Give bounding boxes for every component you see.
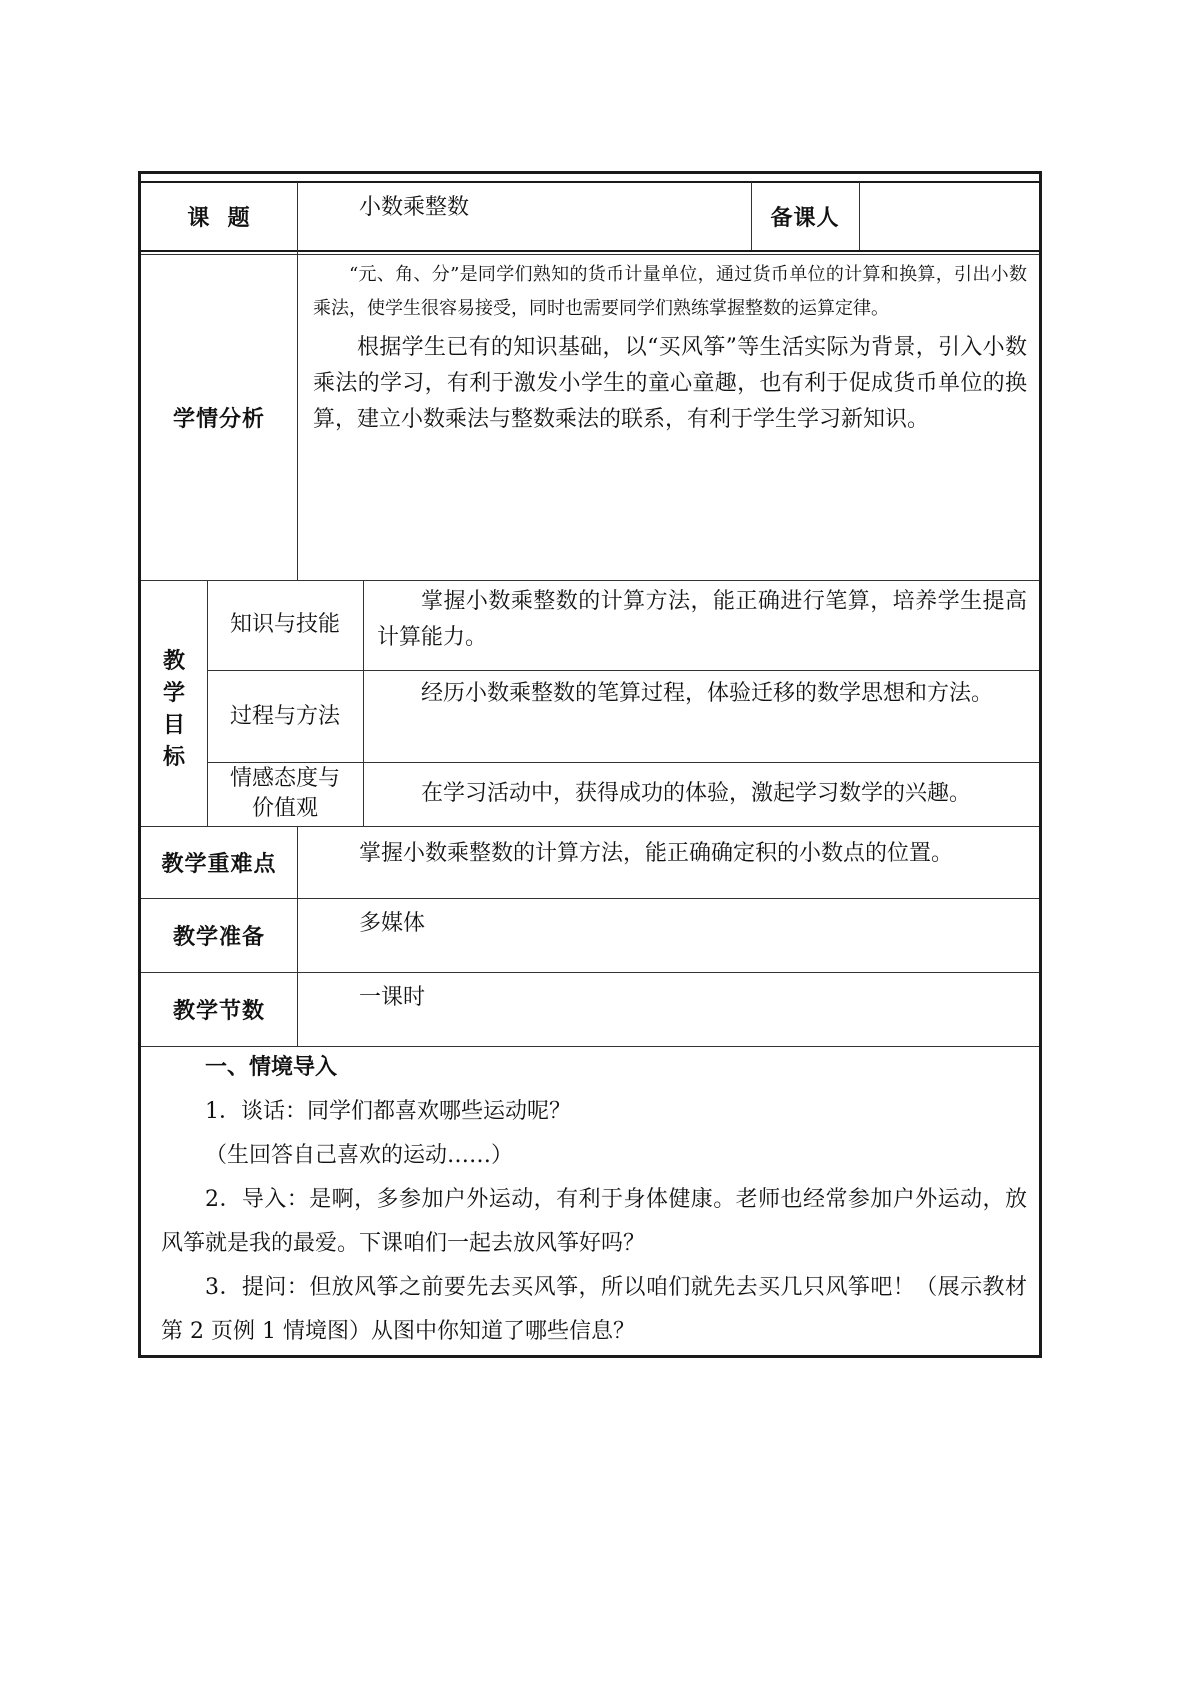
periods-text: 一课时 bbox=[359, 985, 426, 1010]
process-paragraph: 经历小数乘整数的笔算过程，体验迁移的数学思想和方法。 bbox=[421, 681, 994, 706]
knowledge-paragraph: 掌握小数乘整数的计算方法，能正确进行笔算，培养学生提高计算能力。 bbox=[377, 589, 1027, 650]
preparation-text: 多媒体 bbox=[359, 911, 426, 936]
row-divider-analysis bbox=[141, 580, 1039, 581]
analysis-content bbox=[313, 258, 1027, 438]
emotion-paragraph: 在学习活动中，获得成功的体验，激起学习数学的兴趣。 bbox=[421, 781, 972, 806]
teaching-process bbox=[161, 1046, 1027, 1354]
goals-label-char-4: 标 bbox=[162, 745, 185, 770]
process-line-2: （生回答自己喜欢的运动……） bbox=[205, 1143, 514, 1168]
preparer-label: 备课人 bbox=[770, 205, 840, 231]
lesson-plan-table bbox=[138, 171, 1042, 1358]
emotion-label bbox=[207, 764, 363, 824]
process-label: 过程与方法 bbox=[229, 704, 340, 729]
process-section-title: 一、情境导入 bbox=[205, 1055, 338, 1080]
goals-label-char-2: 学 bbox=[162, 681, 185, 706]
topic-label: 课 题 bbox=[187, 205, 251, 231]
row-divider-header bbox=[141, 250, 1039, 252]
process-line-1: 1．谈话：同学们都喜欢哪些运动呢？ bbox=[205, 1099, 571, 1124]
col-divider-preparer-label-right bbox=[859, 182, 860, 250]
col-divider-goals-sub bbox=[363, 580, 364, 826]
emotion-label-line-2: 价值观 bbox=[251, 796, 318, 821]
row-divider-process bbox=[207, 762, 1039, 763]
knowledge-label: 知识与技能 bbox=[229, 612, 340, 637]
emotion-text bbox=[377, 776, 1027, 812]
goals-label-char-3: 目 bbox=[162, 713, 185, 738]
row-divider-knowledge bbox=[207, 670, 1039, 671]
keypoints-label: 教学重难点 bbox=[161, 851, 277, 877]
preparation-label: 教学准备 bbox=[172, 924, 265, 950]
col-divider-label-bottom bbox=[297, 826, 298, 1046]
goals-label bbox=[162, 646, 186, 774]
process-line-4: 3．提问：但放风筝之前要先去买风筝，所以咱们就先去买几只风筝吧！（展示教材第 2 页例 1 情境图）从图中你知道了哪些信息？ bbox=[161, 1275, 1027, 1344]
analysis-paragraph-2: 根据学生已有的知识基础，以“买风筝”等生活实际为背景，引入小数乘法的学习，有利于激发小学生的童心童趣，也有利于促成货币单位的换算，建立小数乘法与整数乘法的联系，有利于学生学习新知识。 bbox=[313, 335, 1027, 432]
keypoints-text: 掌握小数乘整数的计算方法，能正确确定积的小数点的位置。 bbox=[359, 841, 954, 866]
process-text bbox=[377, 676, 1027, 712]
topic-value: 小数乘整数 bbox=[359, 195, 470, 220]
analysis-label: 学情分析 bbox=[172, 406, 265, 432]
periods-label: 教学节数 bbox=[172, 998, 265, 1024]
process-line-3: 2．导入：是啊，多参加户外运动，有利于身体健康。老师也经常参加户外运动，放风筝就是我的最爱。下课咱们一起去放风筝好吗？ bbox=[161, 1187, 1027, 1256]
emotion-label-line-1: 情感态度与 bbox=[229, 766, 340, 791]
knowledge-text bbox=[377, 584, 1027, 656]
goals-label-char-1: 教 bbox=[162, 649, 185, 674]
analysis-paragraph-1: “元、角、分”是同学们熟知的货币计量单位，通过货币单位的计算和换算，引出小数乘法，使学生很容易接受，同时也需要同学们熟练掌握整数的运算定律。 bbox=[313, 264, 1027, 319]
col-divider-label-top bbox=[297, 182, 298, 580]
